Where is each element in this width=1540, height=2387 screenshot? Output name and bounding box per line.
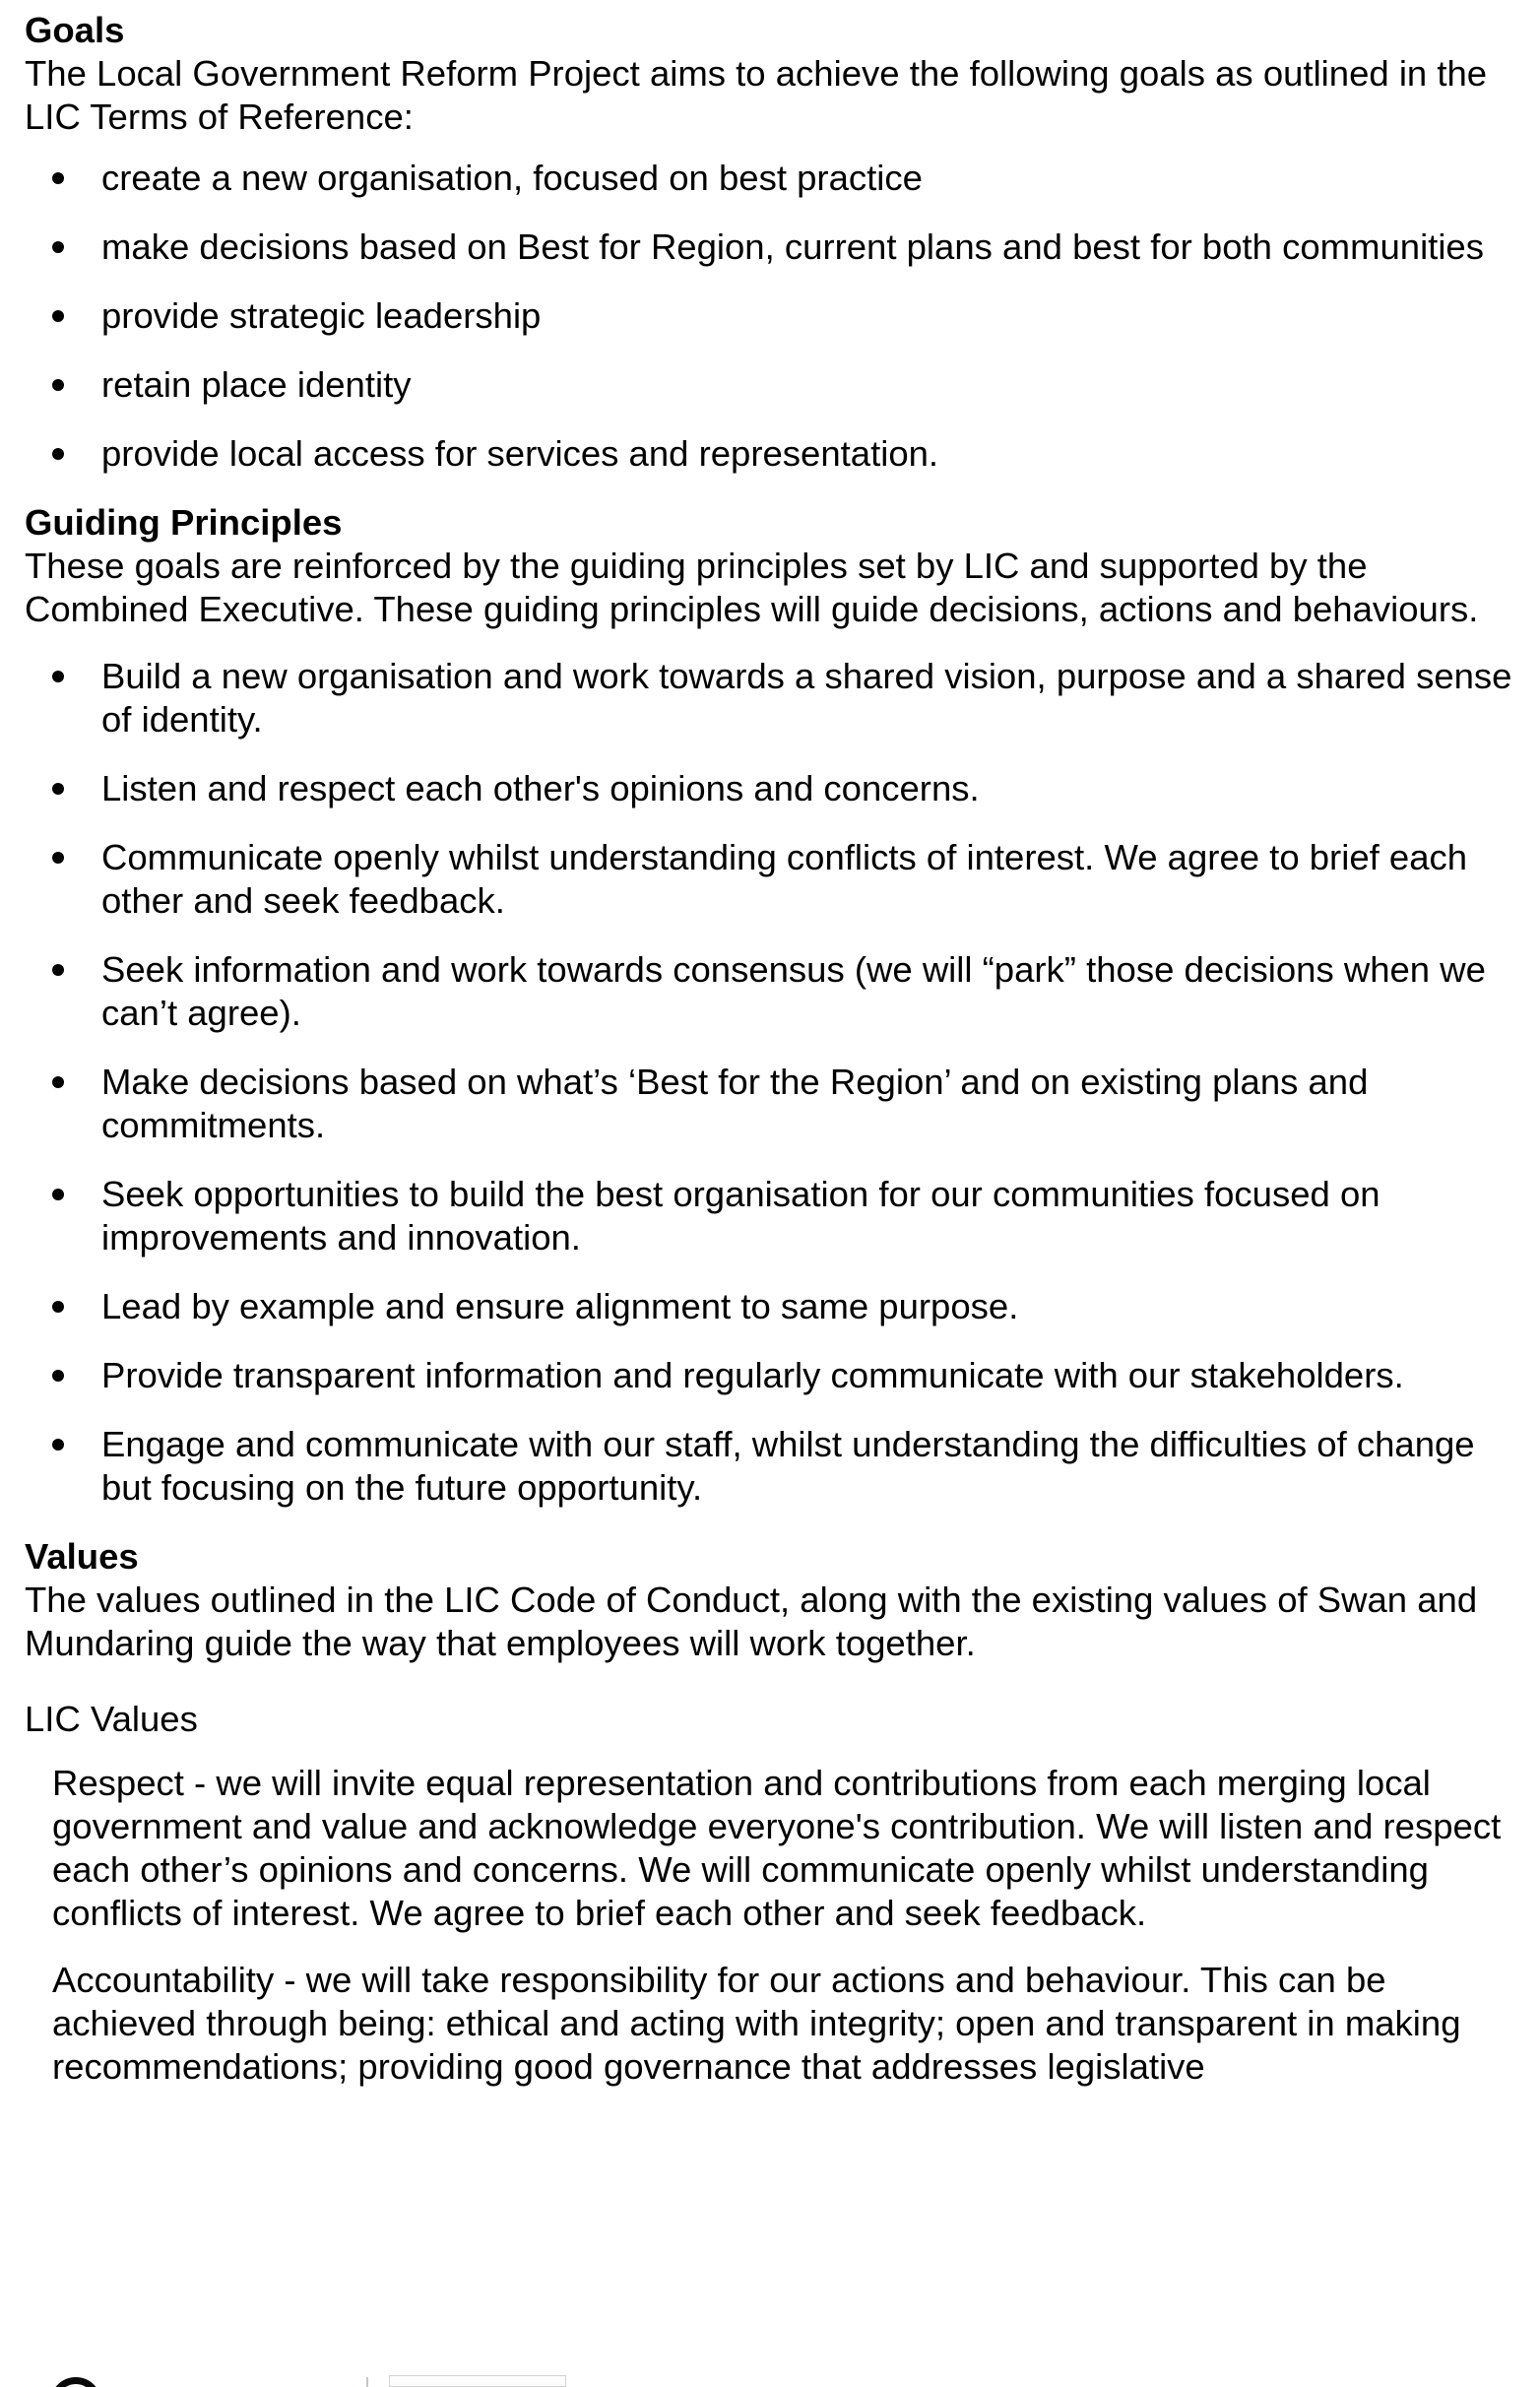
circle-logo-icon [50, 2377, 101, 2387]
goals-intro: The Local Government Reform Project aims to achieve the following goals as outlined in the LIC Terms of Reference: [25, 53, 1488, 137]
respect-paragraph: Respect - we will invite equal representation and contributions from each merging local government and value and acknowledge everyone's contribution. We will listen and respect each other’s opinions and concerns. We will communicate openly whilst understanding conflicts of interest. We agree to brief each other and seek feedback. [52, 1763, 1502, 1933]
list-item: make decisions based on Best for Region, current plans and best for both communities [25, 226, 1520, 269]
guiding-principles-intro: These goals are reinforced by the guiding principles set by LIC and supported by the Combined Executive. These guiding principles will guide decisions, actions and behaviours. [25, 546, 1479, 629]
values-intro: The values outlined in the LIC Code of Conduct, along with the existing values of Swan and Mundaring guide the way that employees will work together. [25, 1580, 1478, 1663]
logo-divider-line [366, 2377, 368, 2387]
values-section [25, 1535, 1520, 2089]
list-item: Listen and respect each other's opinions and concerns. [25, 767, 1520, 810]
list-item: Engage and communicate with our staff, whilst understanding the difficulties of change but focusing on the future opportunity. [25, 1423, 1520, 1510]
list-item: provide local access for services and representation. [25, 432, 1520, 476]
lic-values-label: LIC Values [25, 1699, 198, 1739]
guiding-principles-heading: Guiding Principles [25, 502, 343, 543]
list-item: Build a new organisation and work towards a shared vision, purpose and a shared sense of identity. [25, 655, 1520, 742]
accountability-paragraph: Accountability - we will take responsibility for our actions and behaviour. This can be achieved through being: ethical and acting with integrity; open and transparent in making recommendations; providing good governance that addresses legislative [52, 1960, 1461, 2087]
list-item: retain place identity [25, 363, 1520, 407]
list-item: Provide transparent information and regularly communicate with our stakeholders. [25, 1354, 1520, 1397]
guiding-principles-section [25, 501, 1520, 1510]
list-item: Communicate openly whilst understanding conflicts of interest. We agree to brief each other and seek feedback. [25, 836, 1520, 923]
list-item: Make decisions based on what’s ‘Best for the Region’ and on existing plans and commitments. [25, 1061, 1520, 1147]
guiding-principles-list [25, 655, 1520, 1510]
list-item: Seek information and work towards consensus (we will “park” those decisions when we can’t agree). [25, 948, 1520, 1035]
spire-logo-icon [327, 2370, 353, 2387]
goals-section [25, 9, 1520, 476]
list-item: provide strategic leadership [25, 294, 1520, 338]
goals-list [25, 157, 1520, 476]
goals-heading: Goals [25, 10, 125, 50]
partner-logo-icon [389, 2375, 566, 2387]
list-item: create a new organisation, focused on best practice [25, 157, 1520, 200]
list-item: Lead by example and ensure alignment to same purpose. [25, 1285, 1520, 1328]
list-item: Seek opportunities to build the best organisation for our communities focused on improvements and innovation. [25, 1173, 1520, 1259]
values-heading: Values [25, 1536, 139, 1577]
